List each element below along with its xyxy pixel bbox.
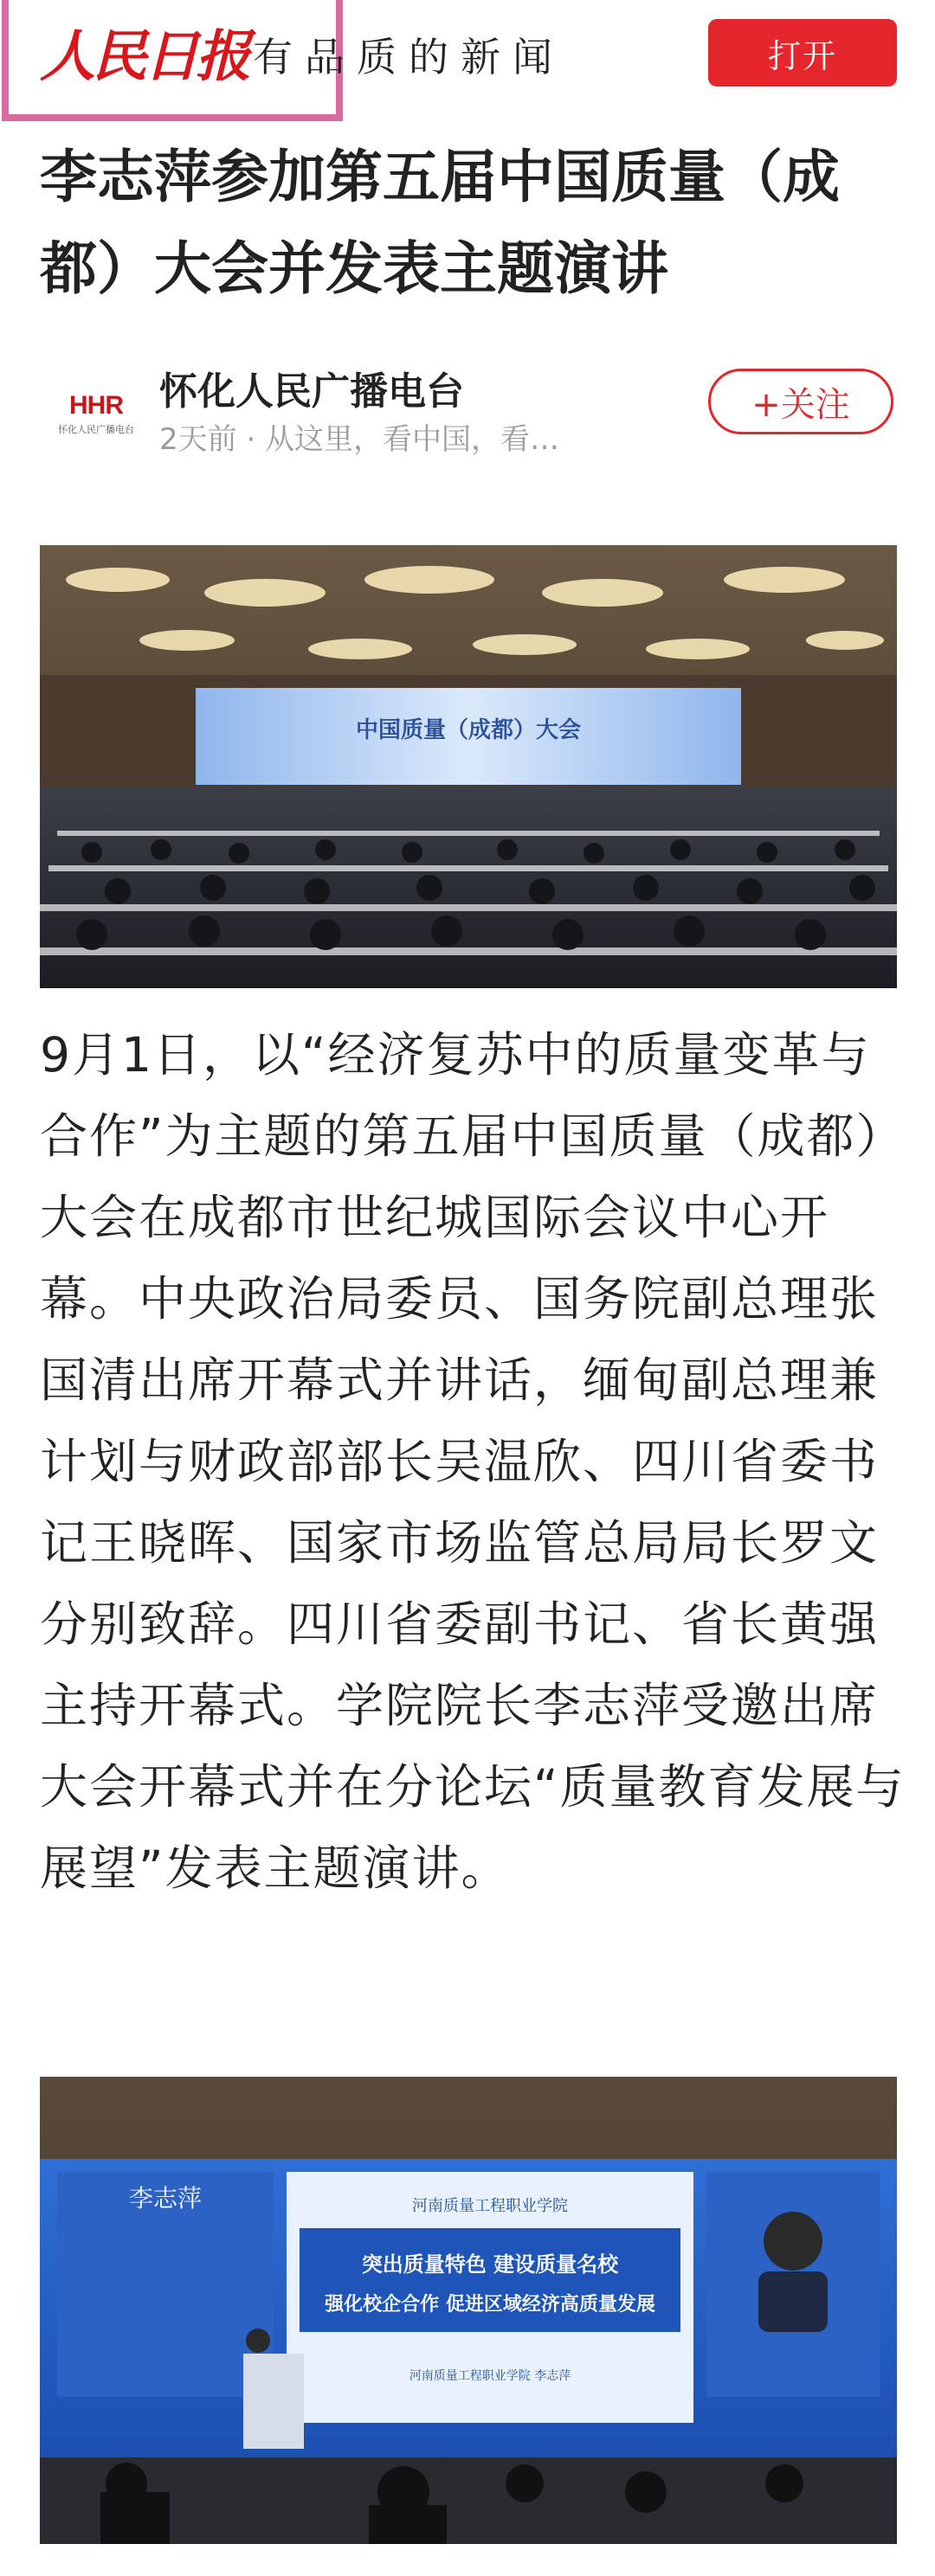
open-app-button[interactable]: 打开 [708,19,897,87]
screen-title: 中国质量（成都）大会 [355,717,582,743]
screen-footer: 河南质量工程职业学院 李志萍 [409,2369,571,2383]
school-name: 河南质量工程职业学院 [412,2197,568,2215]
slogan-line-2: 强化校企合作 促进区域经济高质量发展 [325,2294,655,2316]
slogan-line-1: 突出质量特色 建设质量名校 [361,2252,619,2277]
speaker-name: 李志萍 [128,2184,203,2213]
author-logo-text: HHR [69,391,123,420]
podium [243,2354,304,2449]
article-photo-speech[interactable] [40,2077,897,2544]
author-avatar[interactable] [48,379,144,440]
speaker-closeup [764,2212,822,2271]
header-slogan: 有品质的新闻 [253,34,564,80]
follow-button[interactable]: +关注 [708,369,893,434]
people-daily-logo[interactable]: 人民日报 [40,24,248,89]
author-row [40,353,897,457]
author-meta: 2天前 · 从这里，看中国，看… [159,422,560,457]
article-body: 9月1日，以“经济复苏中的质量变革与合作”为主题的第五届中国质量（成都）大会在成都市世纪城国际会议中心开幕。中央政治局委员、国务院副总理张国清出席开幕式并讲话，缅甸副总理兼计划与财政部部长吴温欣、四川省委书记王晓晖、国家市场监管总局局长罗文分别致辞。四川省委副书记、省长黄强主持开幕式。学院院长李志萍受邀出席大会开幕式并在分论坛“质量教育发展与展望”发表主题演讲。 [40,1027,906,1896]
article-photo-conference-hall[interactable] [40,545,897,988]
author-name[interactable]: 怀化人民广播电台 [159,369,464,414]
app-header [0,0,935,130]
author-logo-caption: 怀化人民广播电台 [58,424,134,435]
article-title: 李志萍参加第五届中国质量（成都）大会并发表主题演讲 [40,144,840,302]
